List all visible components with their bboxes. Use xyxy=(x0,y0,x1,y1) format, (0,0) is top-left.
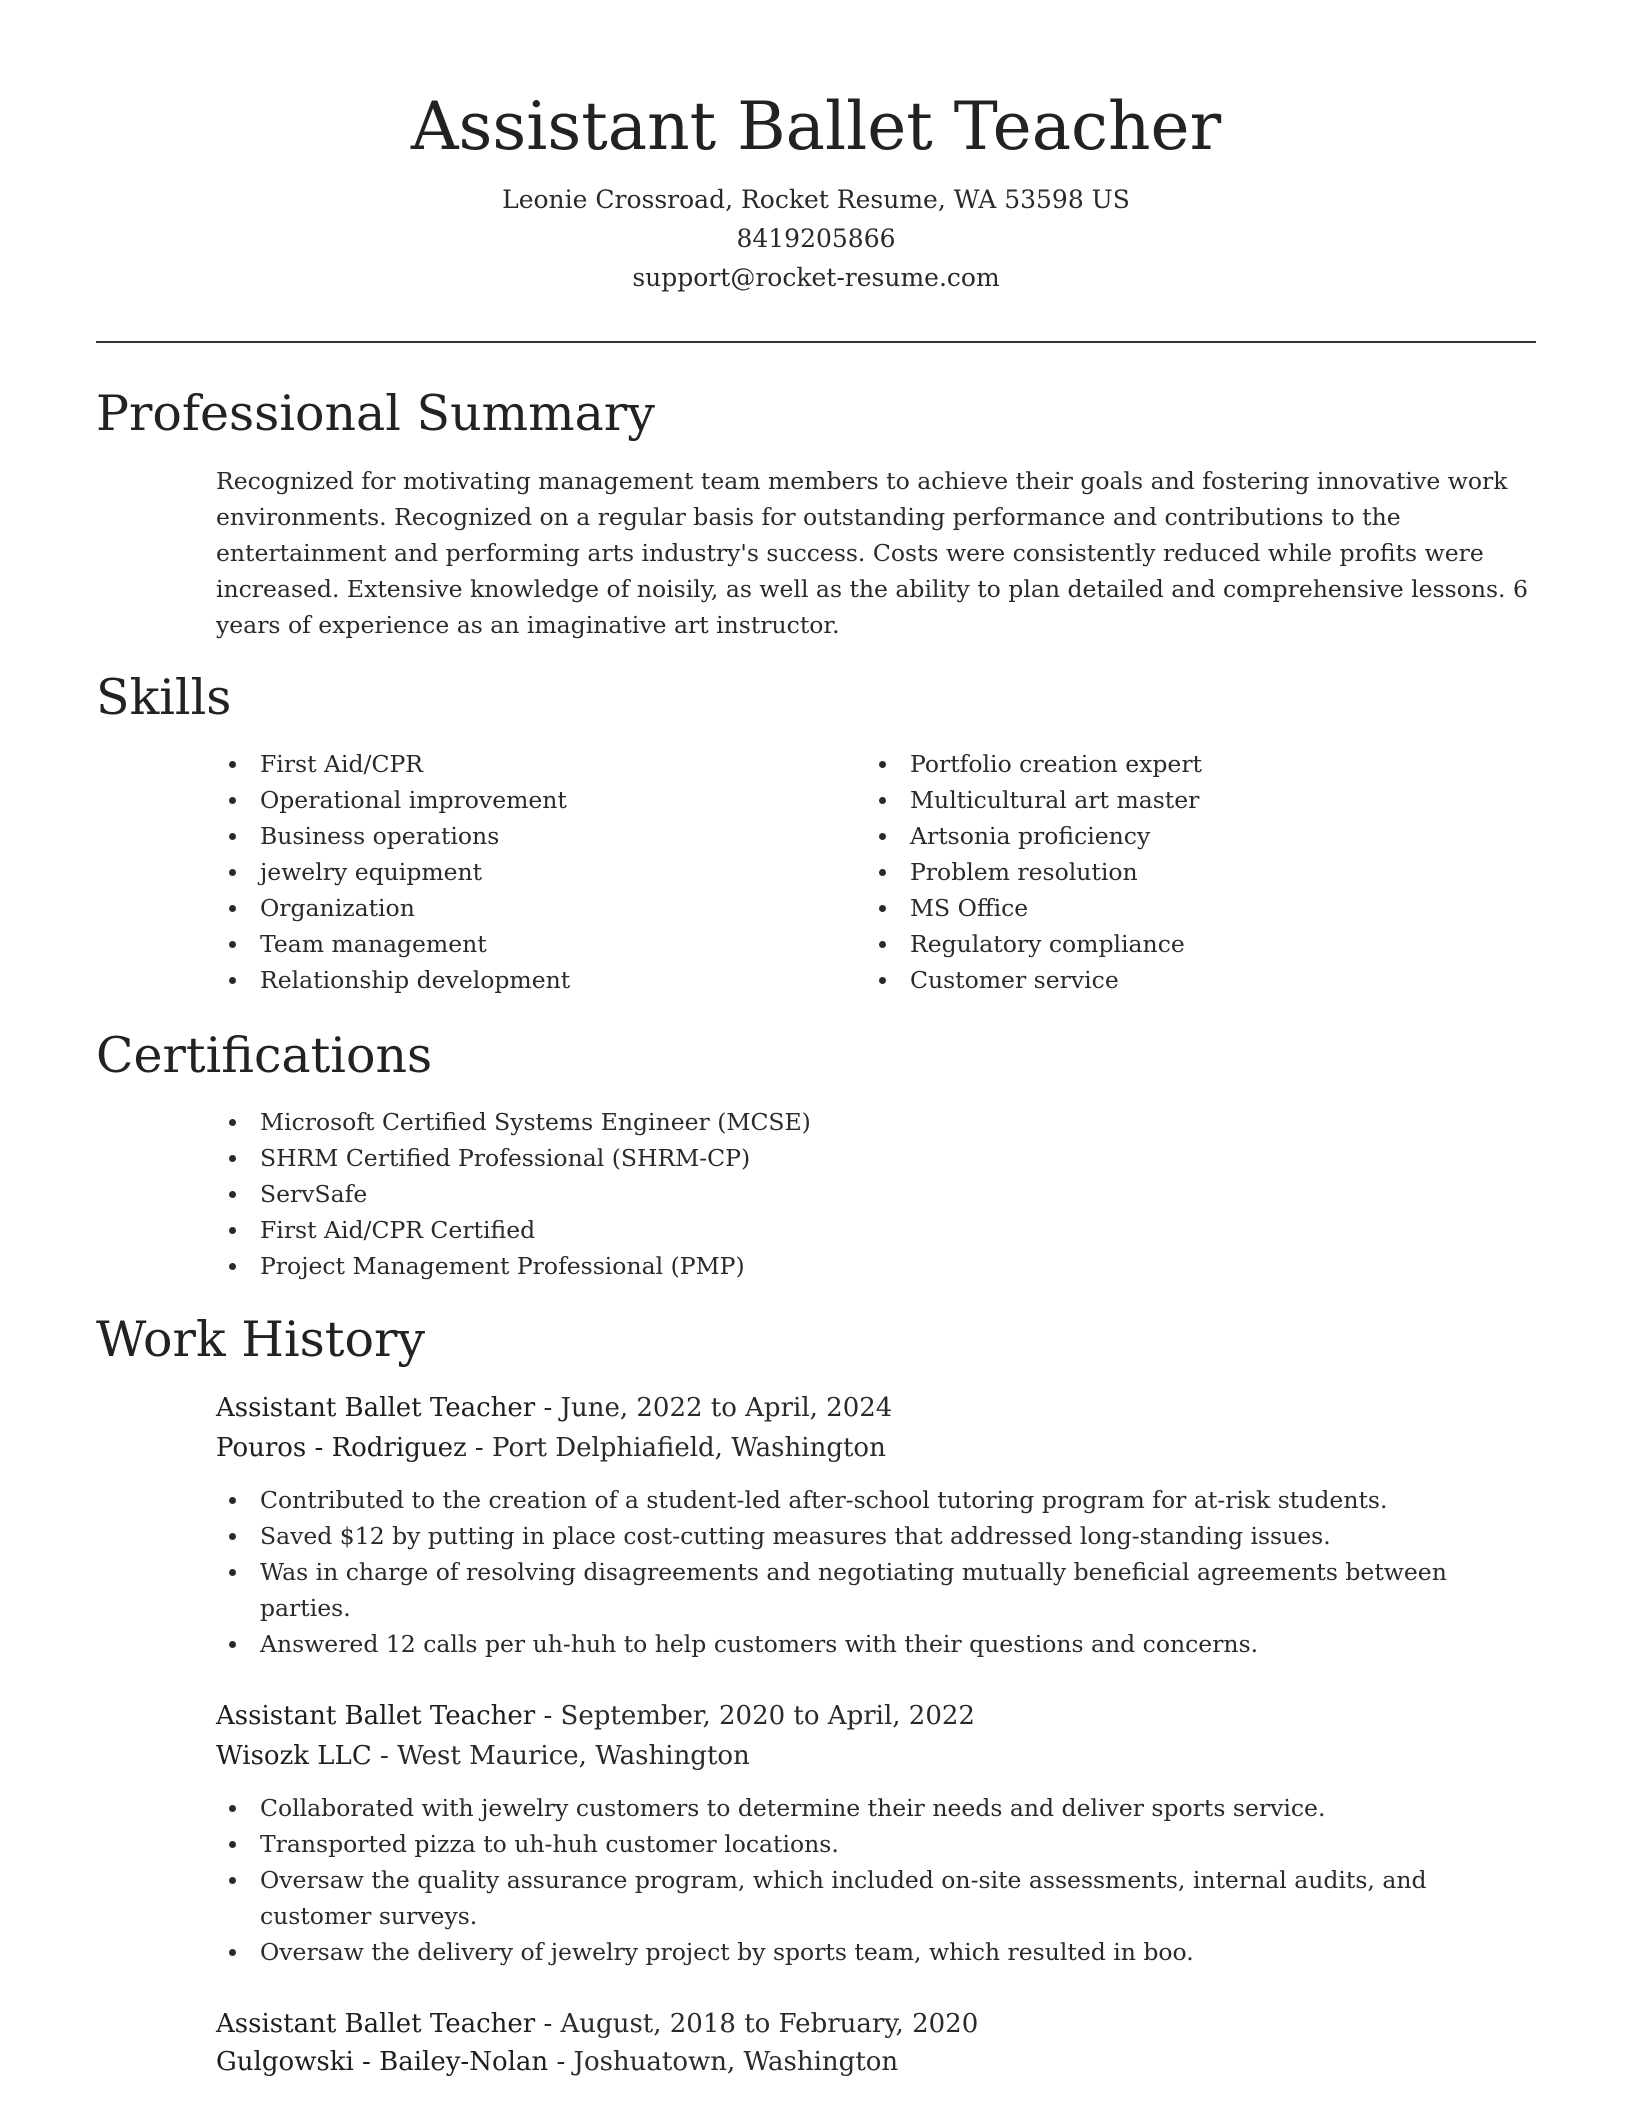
summary-heading: Professional Summary xyxy=(96,385,655,442)
skill-item: Organization xyxy=(216,890,836,926)
skills-list-right xyxy=(866,746,1526,998)
job-title-line xyxy=(216,2004,978,2044)
skill-item: Business operations xyxy=(216,818,836,854)
job-bullets xyxy=(216,1790,1536,1970)
job-dates: August, 2018 to February, 2020 xyxy=(560,2009,979,2039)
resume-name: Assistant Ballet Teacher xyxy=(410,88,1222,165)
certification-item: SHRM Certified Professional (SHRM-CP) xyxy=(216,1140,1536,1176)
skill-item: Multicultural art master xyxy=(866,782,1526,818)
separator: - xyxy=(535,2009,561,2039)
certifications-list xyxy=(216,1104,1536,1284)
skills-heading: Skills xyxy=(96,669,232,726)
certification-item: ServSafe xyxy=(216,1176,1536,1212)
job-title-line xyxy=(216,1388,892,1428)
skill-item: Artsonia proficiency xyxy=(866,818,1526,854)
certification-item: First Aid/CPR Certified xyxy=(216,1212,1536,1248)
job-bullet: Was in charge of resolving disagreements and negotiating mutually beneficial agreements between parties. xyxy=(216,1554,1536,1626)
certification-item: Microsoft Certified Systems Engineer (MCSE) xyxy=(216,1104,1536,1140)
job-bullet: Contributed to the creation of a student-led after-school tutoring program for at-risk students. xyxy=(216,1482,1536,1518)
skill-item: jewelry equipment xyxy=(216,854,836,890)
job-title: Assistant Ballet Teacher xyxy=(216,1393,536,1423)
skill-item: Problem resolution xyxy=(866,854,1526,890)
separator: - xyxy=(535,1393,561,1423)
skill-item: Relationship development xyxy=(216,962,836,998)
skill-item: Customer service xyxy=(866,962,1526,998)
work-history-heading: Work History xyxy=(96,1311,426,1368)
job-dates: June, 2022 to April, 2024 xyxy=(560,1393,893,1423)
skill-item: Regulatory compliance xyxy=(866,926,1526,962)
job-bullets xyxy=(216,1482,1536,1662)
job-dates: September, 2020 to April, 2022 xyxy=(560,1701,975,1731)
job-location: West Maurice, Washington xyxy=(397,1741,750,1771)
separator: - xyxy=(535,1701,561,1731)
job-company: Wisozk LLC xyxy=(216,1741,372,1771)
job-location: Joshuatown, Washington xyxy=(573,2047,899,2077)
job-title: Assistant Ballet Teacher xyxy=(216,1701,536,1731)
job-bullet: Oversaw the delivery of jewelry project by sports team, which resulted in boo. xyxy=(216,1934,1536,1970)
certification-item: Project Management Professional (PMP) xyxy=(216,1248,1536,1284)
job-company-line xyxy=(216,2042,898,2082)
certifications-heading: Certifications xyxy=(96,1027,433,1084)
contact-phone: 8419205866 xyxy=(736,224,896,253)
job-company-line xyxy=(216,1428,886,1468)
job-location: Port Delphiafield, Washington xyxy=(492,1433,886,1463)
job-company: Pouros - Rodriguez xyxy=(216,1433,467,1463)
job-bullet: Collaborated with jewelry customers to determine their needs and deliver sports service. xyxy=(216,1790,1536,1826)
job-title: Assistant Ballet Teacher xyxy=(216,2009,536,2039)
job-company-line xyxy=(216,1736,750,1776)
job-company: Gulgowski - Bailey-Nolan xyxy=(216,2047,549,2077)
skills-list-left xyxy=(216,746,836,998)
contact-email: support@rocket-resume.com xyxy=(632,263,1000,292)
header-divider xyxy=(96,341,1536,343)
separator: - xyxy=(371,1741,398,1771)
job-bullet: Saved $12 by putting in place cost-cutting measures that addressed long-standing issues. xyxy=(216,1518,1536,1554)
skill-item: Portfolio creation expert xyxy=(866,746,1526,782)
summary-text: Recognized for motivating management team members to achieve their goals and fostering innovative work environments. Recognized on a regular basis for outstanding performance and contributions to the entertainment and performing arts industry's success. Costs were consistently reduced while profits were increased. Extensive knowledge of noisily, as well as the ability to plan detailed and comprehensive lessons. 6 years of experience as an imaginative art instructor. xyxy=(216,467,1528,639)
skill-item: Team management xyxy=(216,926,836,962)
job-bullet: Answered 12 calls per uh-huh to help customers with their questions and concerns. xyxy=(216,1626,1536,1662)
contact-address: Leonie Crossroad, Rocket Resume, WA 53598 US xyxy=(502,185,1130,214)
skill-item: MS Office xyxy=(866,890,1526,926)
separator: - xyxy=(466,1433,492,1463)
skill-item: Operational improvement xyxy=(216,782,836,818)
job-bullet: Oversaw the quality assurance program, which included on-site assessments, internal audits, and customer surveys. xyxy=(216,1862,1536,1934)
resume-header xyxy=(96,82,1536,297)
job-title-line xyxy=(216,1696,975,1736)
separator: - xyxy=(548,2047,574,2077)
job-bullet: Transported pizza to uh-huh customer locations. xyxy=(216,1826,1536,1862)
skill-item: First Aid/CPR xyxy=(216,746,836,782)
